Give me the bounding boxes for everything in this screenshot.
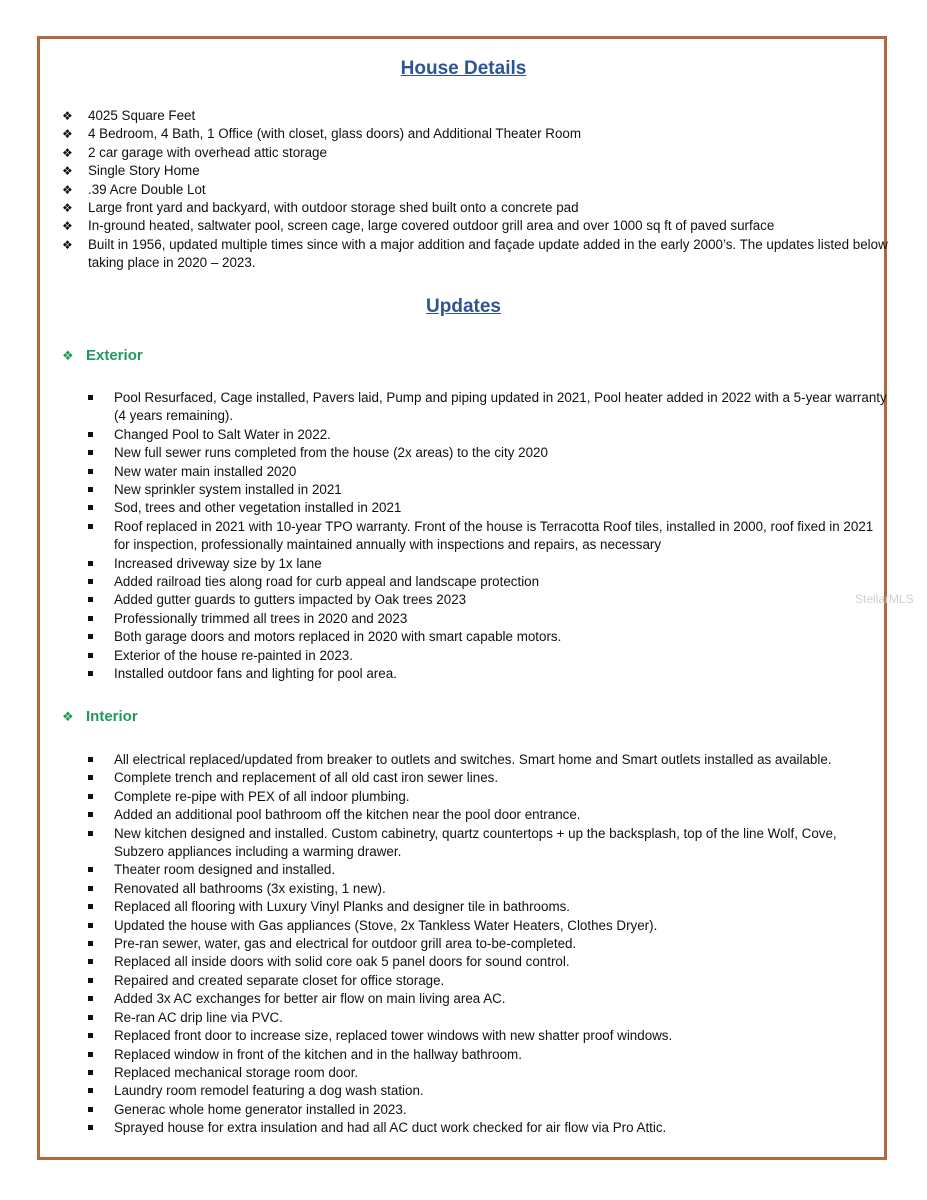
exterior-item	[88, 389, 888, 426]
interior-item	[88, 972, 888, 990]
interior-item	[88, 1027, 888, 1045]
square-bullet-icon	[88, 794, 93, 799]
square-bullet-icon	[88, 978, 93, 983]
exterior-item	[88, 518, 888, 555]
interior-item	[88, 751, 888, 769]
square-bullet-icon	[88, 616, 93, 621]
diamond-bullet-icon: ❖	[62, 182, 73, 197]
exterior-item-text: Increased driveway size by 1x lane	[114, 555, 322, 571]
exterior-item-text: Installed outdoor fans and lighting for pool area.	[114, 666, 397, 682]
square-bullet-icon	[88, 812, 93, 817]
detail-item-text: Built in 1956, updated multiple times since with a major addition and façade update added in the early 2000’s. The updates listed below taking place in 2020 – 2023.	[88, 236, 888, 271]
interior-item-text: Added 3x AC exchanges for better air flow on main living area AC.	[114, 991, 506, 1007]
diamond-bullet-icon: ❖	[62, 164, 73, 179]
detail-item-text: Large front yard and backyard, with outdoor storage shed built onto a concrete pad	[88, 200, 579, 216]
interior-item-text: Replaced all inside doors with solid core oak 5 panel doors for sound control.	[114, 954, 570, 970]
square-bullet-icon	[88, 775, 93, 780]
interior-item	[88, 935, 888, 953]
interior-item	[88, 769, 888, 787]
interior-item-text: Updated the house with Gas appliances (Stove, 2x Tankless Water Heaters, Clothes Dryer).	[114, 917, 658, 933]
square-bullet-icon	[88, 671, 93, 676]
interior-item	[88, 990, 888, 1008]
detail-item	[62, 236, 892, 273]
interior-heading-label: Interior	[86, 708, 138, 725]
square-bullet-icon	[88, 831, 93, 836]
diamond-bullet-icon: ❖	[62, 219, 73, 234]
square-bullet-icon	[88, 579, 93, 584]
diamond-bullet-icon: ❖	[62, 109, 73, 123]
exterior-item-text: New sprinkler system installed in 2021	[114, 482, 342, 498]
square-bullet-icon	[88, 653, 93, 658]
square-bullet-icon	[88, 1088, 93, 1093]
interior-item-text: Renovated all bathrooms (3x existing, 1 new).	[114, 880, 386, 896]
detail-item	[62, 217, 892, 235]
interior-item	[88, 917, 888, 935]
detail-item	[62, 199, 892, 217]
interior-item	[88, 1119, 888, 1137]
detail-item	[62, 162, 892, 180]
interior-item-text: Laundry room remodel featuring a dog wash station.	[114, 1083, 424, 1099]
square-bullet-icon	[88, 561, 93, 566]
exterior-item-text: Changed Pool to Salt Water in 2022.	[114, 426, 331, 442]
detail-item	[62, 107, 892, 125]
detail-item-text: .39 Acre Double Lot	[88, 181, 206, 197]
exterior-heading-label: Exterior	[86, 347, 143, 364]
interior-heading	[62, 708, 138, 725]
interior-item	[88, 880, 888, 898]
interior-item-text: Replaced mechanical storage room door.	[114, 1064, 359, 1080]
diamond-bullet-icon: ❖	[62, 145, 73, 160]
square-bullet-icon	[88, 469, 93, 474]
interior-item	[88, 1046, 888, 1064]
interior-item-text: Pre-ran sewer, water, gas and electrical for outdoor grill area to-be-completed.	[114, 936, 577, 952]
exterior-item	[88, 647, 888, 665]
interior-item-text: Complete trench and replacement of all old cast iron sewer lines.	[114, 770, 499, 786]
interior-item-text: Re-ran AC drip line via PVC.	[114, 1009, 283, 1025]
interior-item	[88, 1009, 888, 1027]
exterior-item	[88, 444, 888, 462]
exterior-item	[88, 610, 888, 628]
interior-item-text: Complete re-pipe with PEX of all indoor plumbing.	[114, 788, 410, 804]
diamond-bullet-icon: ❖	[62, 709, 74, 724]
square-bullet-icon	[88, 923, 93, 928]
exterior-item-text: Added railroad ties along road for curb appeal and landscape protection	[114, 574, 540, 590]
detail-item-text: 2 car garage with overhead attic storage	[88, 144, 327, 160]
square-bullet-icon	[88, 450, 93, 455]
square-bullet-icon	[88, 941, 93, 946]
exterior-item-text: Sod, trees and other vegetation installed in 2021	[114, 500, 402, 516]
interior-item-text: Generac whole home generator installed in 2023.	[114, 1101, 407, 1117]
interior-item-text: Sprayed house for extra insulation and had all AC duct work checked for air flow via Pro Attic.	[114, 1120, 667, 1136]
watermark: StellarMLS	[855, 592, 914, 606]
exterior-item	[88, 499, 888, 517]
detail-item-text: Single Story Home	[88, 163, 200, 179]
interior-item-text: Replaced front door to increase size, replaced tower windows with new shatter proof windows.	[114, 1028, 673, 1044]
square-bullet-icon	[88, 1107, 93, 1112]
updates-title: Updates	[426, 296, 501, 317]
exterior-item-text: Both garage doors and motors replaced in 2020 with smart capable motors.	[114, 629, 562, 645]
square-bullet-icon	[88, 867, 93, 872]
square-bullet-icon	[88, 886, 93, 891]
exterior-item-text: Roof replaced in 2021 with 10-year TPO warranty. Front of the house is Terracotta Roof tiles, installed in 2000, roof fixed in 2021 for inspection, professionally maintained annually with inspections and repairs, as necessary	[114, 518, 874, 553]
interior-item	[88, 788, 888, 806]
detail-item	[62, 181, 892, 199]
square-bullet-icon	[88, 432, 93, 437]
exterior-heading	[62, 347, 143, 364]
detail-item-text: In-ground heated, saltwater pool, screen cage, large covered outdoor grill area and over 1000 sq ft of paved surface	[88, 218, 775, 234]
square-bullet-icon	[88, 996, 93, 1001]
interior-item	[88, 1101, 888, 1119]
detail-item-text: 4 Bedroom, 4 Bath, 1 Office (with closet, glass doors) and Additional Theater Room	[88, 126, 581, 142]
square-bullet-icon	[88, 505, 93, 510]
square-bullet-icon	[88, 487, 93, 492]
square-bullet-icon	[88, 1052, 93, 1057]
square-bullet-icon	[88, 597, 93, 602]
interior-item-text: Replaced window in front of the kitchen and in the hallway bathroom.	[114, 1046, 522, 1062]
interior-item	[88, 861, 888, 879]
interior-item	[88, 953, 888, 971]
exterior-item-text: Added gutter guards to gutters impacted by Oak trees 2023	[114, 592, 467, 608]
square-bullet-icon	[88, 959, 93, 964]
house-details-title: House Details	[400, 58, 527, 79]
square-bullet-icon	[88, 634, 93, 639]
interior-list	[88, 751, 888, 1138]
diamond-bullet-icon: ❖	[62, 127, 73, 142]
exterior-item-text: Exterior of the house re-painted in 2023.	[114, 647, 353, 663]
interior-item-text: All electrical replaced/updated from breaker to outlets and switches. Smart home and Smart outlets installed as available.	[114, 752, 832, 767]
interior-item	[88, 1064, 888, 1082]
exterior-item-text: Pool Resurfaced, Cage installed, Pavers laid, Pump and piping updated in 2021, Pool heater added in 2022 with a 5-year warranty (4 years remaining).	[114, 390, 887, 424]
diamond-bullet-icon: ❖	[62, 237, 73, 252]
exterior-item	[88, 555, 888, 573]
square-bullet-icon	[88, 904, 93, 909]
exterior-item	[88, 463, 888, 481]
exterior-item	[88, 481, 888, 499]
interior-item	[88, 806, 888, 824]
interior-item-text: Repaired and created separate closet for office storage.	[114, 972, 445, 988]
square-bullet-icon	[88, 1033, 93, 1038]
exterior-item-text: New water main installed 2020	[114, 463, 297, 479]
exterior-item	[88, 573, 888, 591]
interior-item-text: Theater room designed and installed.	[114, 862, 336, 878]
square-bullet-icon	[88, 395, 93, 400]
detail-item	[62, 144, 892, 162]
interior-item	[88, 1082, 888, 1100]
interior-item	[88, 898, 888, 916]
house-details-list	[62, 107, 892, 273]
interior-item-text: Added an additional pool bathroom off the kitchen near the pool door entrance.	[114, 807, 581, 823]
square-bullet-icon	[88, 1070, 93, 1075]
exterior-list	[88, 389, 888, 684]
detail-item-text: 4025 Square Feet	[88, 108, 196, 123]
square-bullet-icon	[88, 1125, 93, 1130]
square-bullet-icon	[88, 757, 93, 762]
interior-item-text: Replaced all flooring with Luxury Vinyl Planks and designer tile in bathrooms.	[114, 899, 571, 915]
exterior-item-text: New full sewer runs completed from the house (2x areas) to the city 2020	[114, 445, 548, 461]
diamond-bullet-icon: ❖	[62, 348, 74, 363]
interior-item-text: New kitchen designed and installed. Custom cabinetry, quartz countertops + up the backsplash, top of the line Wolf, Cove, Subzero appliances including a warming drawer.	[114, 825, 837, 860]
exterior-item	[88, 665, 888, 683]
square-bullet-icon	[88, 1015, 93, 1020]
exterior-item	[88, 426, 888, 444]
exterior-item-text: Professionally trimmed all trees in 2020 and 2023	[114, 610, 408, 626]
exterior-item	[88, 628, 888, 646]
exterior-item	[88, 591, 888, 609]
square-bullet-icon	[88, 524, 93, 529]
diamond-bullet-icon: ❖	[62, 201, 73, 216]
interior-item	[88, 825, 888, 862]
detail-item	[62, 125, 892, 143]
